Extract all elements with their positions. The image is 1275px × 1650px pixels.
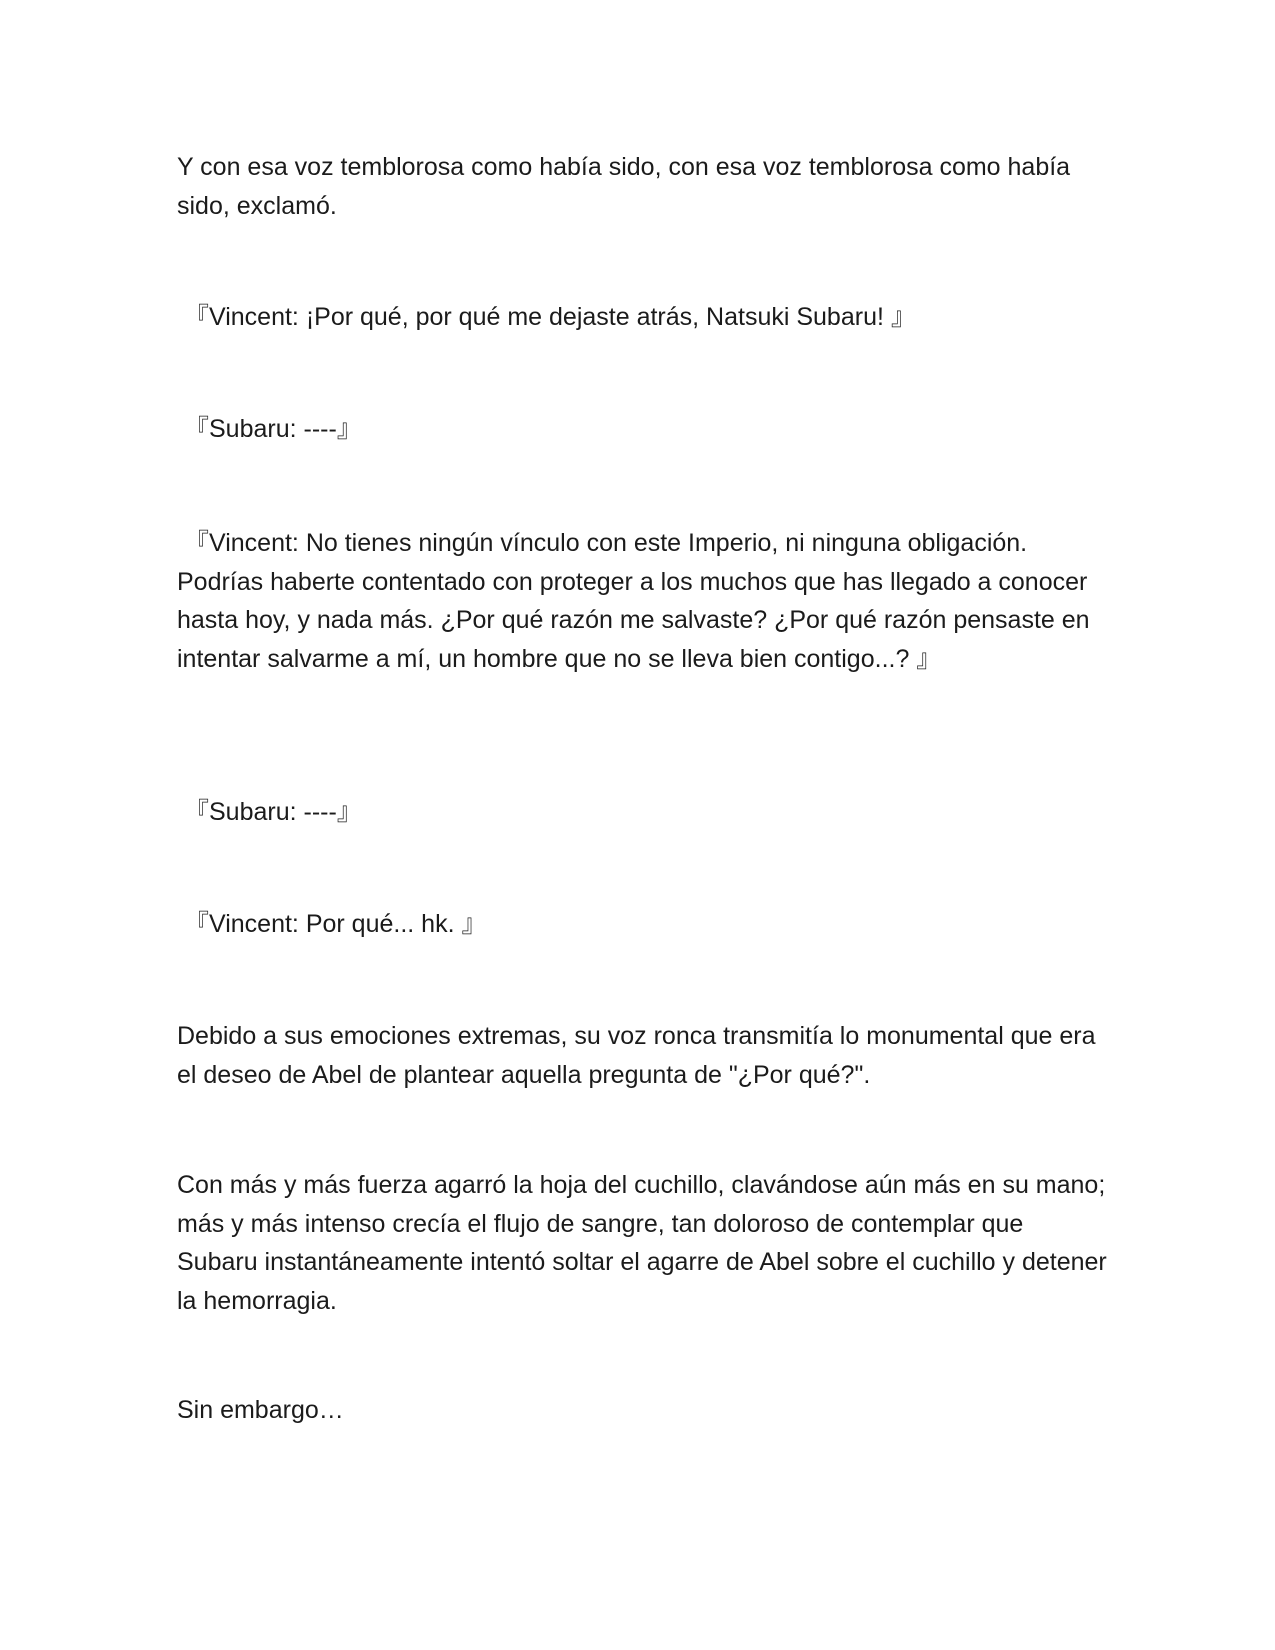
paragraph-narration-3: Con más y más fuerza agarró la hoja del cuchillo, clavándose aún más en su mano; más y más intenso crecía el flujo de sangre, tan doloroso de contemplar que Subaru instantáneamente intentó soltar el agarre de Abel sobre el cuchillo y detener la hemorragia. — [177, 1171, 1107, 1315]
paragraph-narration-2: Debido a sus emociones extremas, su voz ronca transmitía lo monumental que era el deseo de Abel de plantear aquella pregunta de "¿Por qué?". — [177, 1022, 1096, 1089]
paragraph-narration-4: Sin embargo… — [177, 1396, 344, 1424]
dialogue-subaru-1: 『Subaru: ----』 — [184, 415, 362, 443]
dialogue-vincent-2: 『Vincent: No tienes ningún vínculo con este Imperio, ni ninguna obligación. Podrías haberte contentado con proteger a los muchos que has llegado a conocer hasta hoy, y nada más. ¿Por qué razón me salvaste? ¿Por qué razón pensaste en intentar salvarme a mí, un hombre que no se lleva bien contigo...? 』 — [177, 529, 1090, 673]
dialogue-vincent-3: 『Vincent: Por qué... hk. 』 — [184, 910, 487, 938]
dialogue-subaru-2: 『Subaru: ----』 — [184, 798, 362, 826]
dialogue-vincent-1: 『Vincent: ¡Por qué, por qué me dejaste atrás, Natsuki Subaru! 』 — [184, 303, 916, 331]
paragraph-narration-1: Y con esa voz temblorosa como había sido, con esa voz temblorosa como había sido, exclamó. — [177, 153, 1071, 220]
